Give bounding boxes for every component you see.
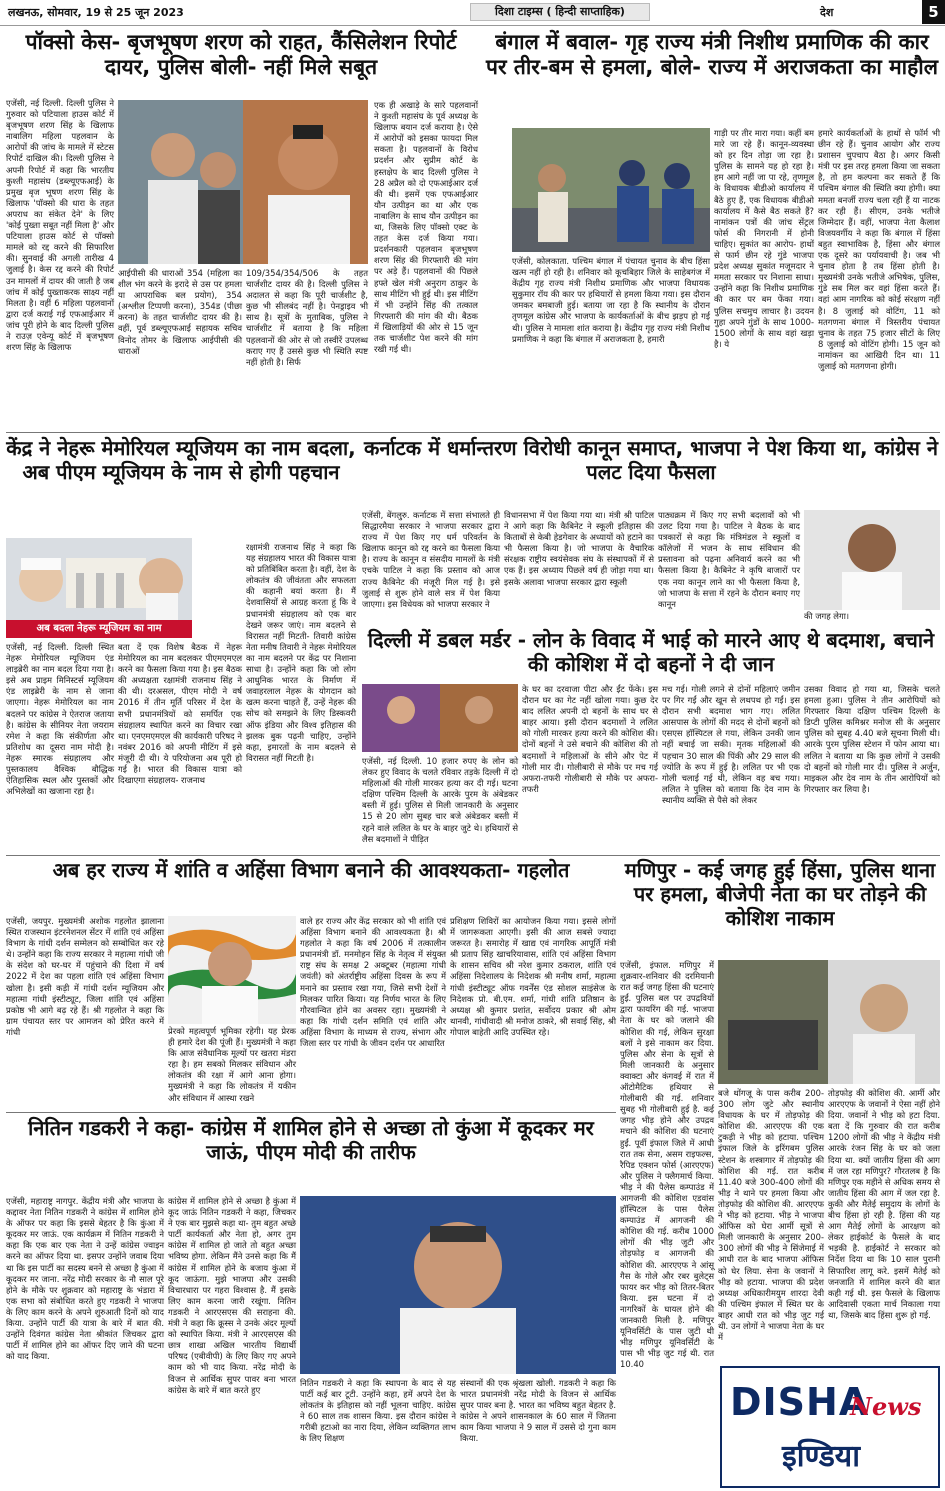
story4-col2: विधानसभा में पेश किया गया था। मंत्री श्री पाटिल ने आगे कहा कि कैबिनेट ने स्कूली इतिहास की किताबों से केबी हेडगेवार के अध्यायों को हटाने का भी फैसला किया है। जो भाजपा के वैचारिक संरक्षक राष्ट्रीय स्वयंसेवक संघ के संस्थापकों में से एक हैं। इस अध्याय पिछले वर्ष ही जोड़ा गया था। इसके अलावा भाजपा सरकार द्वारा स्कूली bbox=[504, 510, 654, 587]
story3-col2: बता दें एक विशेष बैठक में नेहरू मेमोरियल का नाम बदलकर पीएमएमएल करने का फैसला किया गया है। इस बैठक की अध्यक्षता रक्षामंत्री राजनाथ सिंह ने की थी। दरअसल, पीएम मोदी ने वर्ष 2016 में तीन मूर्ति परिसर में देश के सभी प्रधानमंत्रियों को समर्पित एक संग्रहालय स्थापित करने का विचार रखा था। एनएमएमएल की कार्यकारी परिषद ने नवंबर 2016 को अपनी मीटिंग में इसे मंजूरी दी थी। ये परियोजना अब पूरी हो गई है। भारत की विकास यात्रा को दिखाएगा संग्रहालय- राजनाथ bbox=[118, 642, 242, 786]
story7-photo bbox=[718, 960, 940, 1084]
story8-photo bbox=[300, 1196, 616, 1374]
wrestlers-photo-icon bbox=[118, 100, 368, 264]
story7-col3: तोड़फोड़ की कोशिश की. आर्मी और आरएएफ के जवानों ने ऐसा नहीं होने दिया. जवानों ने भीड़ को हटा दिया. बता दें कि गुरुवार की रात करीब 1200 लोगों की भीड़ ने केंद्रीय मंत्री आरके रंजन सिंह के घर को जला दिया था. क्यों जातीय हिंसा की आग में जल रहा मणिपुर? गौरतलब है कि मणिपुर एक महीने से अधिक समय से जातीय हिंसा की आग में जल रहा है. कुकी और मैतेई समुदाय के लोगों के बीच हिंसा हो रही है. हिंसा की यह आग मैतेई लोगों के आरक्षण को लेकर हाईकोर्ट के फैसले के बाद भड़की है. हाईकोर्ट ने सरकार को निर्देश दिया था कि 10 साल पुरानी सिफारिश लागू करे. इसमें मैतेई को जनजाति में शामिल करने की बात कही गई थी. इस फैसले के खिलाफ आदिवासी एकता मार्च निकाला गया था, जिसके बाद हिंसा शुरू हो गई. bbox=[828, 1088, 940, 1320]
story2-photo bbox=[512, 128, 710, 252]
ad-brand-main: DISHA bbox=[730, 1380, 870, 1424]
story5-photo bbox=[362, 684, 518, 752]
story8-col1: एजेंसी, महाराष्ट्र नागपुर. केंद्रीय मंत्री और भाजपा के कद्दावर नेता नितिन गडकरी ने कांग्रेस में शामिल होने के ऑफर पर कहा कि इससे बेहतर है कि कुंआ में कूदकर मर जाऊं. एक कार्यक्रम में नितिन गडकरी ने कहा कि एक बार एक नेता ने उन्हें कांग्रेस ज्वाइन करने का ऑफर दिया था. इसपर उन्होंने जवाब दिया था कि इस पार्टी का सदस्य बनने से अच्छा है कुंआ में कूदकर मर जाना. नरेंद्र मोदी सरकार के नौ साल पूरे होने के मौके पर शुक्रवार को महाराष्ट्र के भंडारा में एक सभा को संबोधित करते हुए गडकरी ने भाजपा के लिए काम करने के अपने शुरुआती दिनों को याद किया. उन्होंने पार्टी की यात्रा के बारे में बात की. उन्होंने दिवंगत कांग्रेस नेता श्रीकांत जिचकर द्वारा पार्टी में शामिल होने का ऑफर दिए जाने की घटना को याद किया. bbox=[6, 1196, 164, 1362]
story1-col1: एजेंसी, नई दिल्ली. दिल्ली पुलिस ने गुरुवार को पटियाला हाउस कोर्ट में बृजभूषण शरण सिंह के खिलाफ नाबालिग महिला पहलवान के आरोपों की जांच के मामले में स्टेटस रिपोर्ट दाखिल की। दिल्ली पुलिस ने अपनी रिपोर्ट में कहा कि भारतीय कुश्ती महासंघ (डब्ल्यूएफआई) के प्रमुख बृज भूषण शरण सिंह के खिलाफ 'पॉक्सो की धारा के तहत अपराध का संकेत देने' के लिए 'कोई पुख्ता सबूत नहीं मिला है' और पटियाला हाउस कोर्ट से पॉक्सो मामले को रद्द करने की सिफारिश की। सुनवाई की अगली तारीख 4 जुलाई है। केस रद्द करने की रिपोर्ट उन मामलों में दायर की जाती है जब जांच में कोई पुख्ताकरक साक्ष्य नहीं मिलता है। वहीं 6 महिला पहलवानों द्वारा दर्ज कराई गई एफआईआर में जांच पूरी होने के बाद दिल्ली पुलिस ने राउज़ एवेन्यू कोर्ट में बृजभूषण शरण सिंह के खिलाफ bbox=[6, 98, 114, 353]
disha-news-ad bbox=[720, 1366, 940, 1488]
story1-headline: पॉक्सो केस- बृजभूषण शरण को राहत, कैंसिलेशन रिपोर्ट दायर, पुलिस बोली- नहीं मिले सबूत bbox=[25, 30, 457, 80]
police-crowd-photo-icon bbox=[512, 128, 710, 252]
story4-caption: की जगह लेगा। bbox=[804, 611, 850, 621]
story1-col2: आईपीसी की धाराओं 354 (महिला का शील भंग करने के इरादे से उस पर हमला या आपराधिक बल प्रयोग), 354 (अश्लील टिप्पणी करना), 354ड (पीछा करना) के तहत चार्जशीट दायर की है। वहीं, पूर्व डब्ल्यूएफआई सहायक सचिव विनोद तोमर के खिलाफ आईपीसी की धाराओं bbox=[118, 268, 242, 356]
story6-col2: प्रेरको महत्वपूर्ण भूमिका रहेगी। यह प्रेरक ही हमारे देश की पूंजी हैं। मुख्यमंत्री ने कहा कि आज संवैधानिक मूल्यों पर खतरा मंडरा रहा है। हम सबको मिलकर संविधान और लोकतंत्र की रक्षा में आगे आना होगा। मुख्यमंत्री ने कहा कि लोकतंत्र में यकीन और संविधान में आस्था रखने bbox=[168, 1026, 296, 1103]
story5-col2: के घर का दरवाजा पीटा और ईंट फेंके। इस दौरान घर का गेट नहीं खोला गया। कुछ देर बाद ललित अपनी दो बहनों के साथ घर से बाहर आया। इसी दौरान बदमाशों ने ललित को गोली मारकर हत्या करने की कोशिश की। दोनों बहनों ने उसे बचाने की कोशिश की तो बदमाशों ने महिलाओं के सीने और पेट में गोली मार दी। गोलीबारी से मौके पर मच गई अफरा-तफरी गोलीबारी से मौके पर अफरा-तफरी bbox=[522, 684, 658, 794]
story8-col3: नितिन गडकरी ने कहा कि स्थापना के बाद से यह पार्टी कई बार टूटी. उन्होंने कहा, हमें अपने देश के लोकतंत्र के इतिहास को नहीं भूलना चाहिए. कांग्रेस ने 60 साल तक शासन किया. इस दौरान कांग्रेस ने गरीबी हटाओ का नारा दिया, लेकिन व्यक्तिगत लाभ के लिए शिक्षण bbox=[300, 1378, 456, 1444]
story7-col1: एजेंसी, इंफाल. मणिपुर में शुक्रवार-शनिवार की दरमियानी रात कई जगह हिंसा की घटनाएं हुईं. पुलिस बल पर उपद्रवियों द्वारा फायरिंग की गई. भाजपा नेता के घर को जलाने की कोशिश की गई, लेकिन सुरक्षा बलों ने इसे नाकाम कर दिया. पुलिस और सेना के सूत्रों से मिली जानकारी के अनुसार क्वाक्टा और कंगवई में रात में ऑटोमैटिक हथियार से गोलीबारी की गई. शनिवार सुबह भी गोलीबारी हुई है. कई जगह भीड़ होने और उपद्रव मचाने की कोशिश की घटनाएं हुईं. पूर्वी इंफाल जिले में आधी रात तक सेना, असम राइफल्स, रैपिड एक्शन फोर्स (आरएएफ) और पुलिस ने फ्लैगमार्च किया. भीड़ ने की पैलेस कम्पाउंड में आगजनी की कोशिश एडवांस हॉस्पिटल के पास पैलेस कम्पाउंड में आगजनी की कोशिश की गई. करीब 1000 लोगों की भीड़ जुटी और तोड़फोड़ व आगजनी की कोशिश की. आरएएफ ने आंसू गैस के गोले और रबर बुलेट्स फायर कर भीड़ को तितर-बितर किया. इस घटना में दो नागरिकों के घायल होने की जानकारी मिली है. मणिपुर यूनिवर्सिटी के पास जुटी थी भीड़ मणिपुर यूनिवर्सिटी के पास भी भीड़ जुट गई थी. रात 10.40 bbox=[620, 960, 714, 1370]
cm-portrait-icon bbox=[804, 510, 940, 610]
gadkari-portrait-icon bbox=[300, 1196, 616, 1374]
divider bbox=[6, 432, 940, 433]
story5-col1: एजेंसी, नई दिल्ली. 10 हजार रुपए के लोन को लेकर हुए विवाद के चलते रविवार तड़के दिल्ली में दो महिलाओं की गोली मारकर हत्या कर दी गई। घटना दक्षिण पश्चिम दिल्ली के आरके पुरम के अंबेडकर बस्ती में हुई। पुलिस से मिली जानकारी के अनुसार 15 से 20 लोग सुबह चार बजे अंबेडकर बस्ती में रहने वाले ललित के घर के बाहर जुटे थे। हथियारों से लैस बदमाशों ने पीड़ित bbox=[362, 756, 518, 844]
story6-photo bbox=[168, 916, 296, 1024]
divider bbox=[6, 855, 940, 856]
story2-col1: एजेंसी, कोलकाता. पश्चिम बंगाल में पंचायत चुनाव के बीच हिंसा खत्म नहीं हो रही है। शनिवार को कूचबिहार जिले के साहेबगंज में केंद्रीय गृह राज्य मंत्री निशीथ प्रमाणिक और भाजपा विधायक सुकुमार रॉय की कार पर हथियारों से हमला किया गया। इस दौरान जमकर बमबाजी हुई। बताया जा रहा है कि स्थानीय के दौरान तृणमूल कांग्रेस और भाजपा के कार्यकर्ताओं के बीच झड़प हो गई थी। पुलिस ने मामला शांत कराया है। केंद्रीय गृह राज्य मंत्री निशीथ प्रमाणिक ने कहा कि बंगाल में अराजकता है, हमारी bbox=[512, 256, 710, 344]
story5-headline: दिल्ली में डबल मर्डर - लोन के विवाद में भाई को मारने आए थे बदमाश, बचाने की कोशिश में दो बहनों ने दी जान bbox=[367, 628, 935, 676]
story2-headline: बंगाल में बवाल- गृह राज्य मंत्री निशीथ प्रमाणिक की कार पर तीर-बम से हमला, बोले- राज्य में अराजकता का माहौल bbox=[486, 30, 938, 80]
story6-col3: वाले हर राज्य और केंद्र सरकार को भी शांति एवं अहिंसा विभाग बनाने की आवश्यकता है। श्री गहलोत ने कहा कि वर्ष 2006 में तत्कालीन प्रधानमंत्री डॉ. मनमोहन सिंह के नेतृत्व में संयुक्त राष्ट्र संघ के समक्ष 2 अक्टूबर (महात्मा गांधी जयंती) को अंतर्राष्ट्रीय अहिंसा दिवस के रूप में मनाने का प्रस्ताव रखा गया, जिसे सभी देशों ने मिलकर पारित किया। यह निर्णय भारत के लिए गौरवान्वित होने का अवसर रहा। मुख्यमंत्री ने कहा कि गांधी दर्शन समिति एवं शांति और अहिंसा विभाग के माध्यम से राज्य, संभाग और जिला स्तर पर गांधी के जीवन दर्शन पर आधारित bbox=[300, 916, 446, 1049]
story3-banner: अब बदला नेहरू म्यूजियम का नाम bbox=[6, 620, 192, 638]
ad-brand-sub: इण्डिया bbox=[782, 1439, 860, 1474]
story3-headline: केंद्र ने नेहरू मेमोरियल म्यूजियम का नाम बदला, अब पीएम म्यूजियम के नाम से होगी पहचान bbox=[6, 436, 356, 484]
victims-photo-icon bbox=[362, 684, 518, 752]
story1-photo bbox=[118, 100, 368, 264]
story2-col2: गाड़ी पर तीर मारा गया। कहीं बम मारे जा रहे हैं। कानून-व्यवस्था को हर दिन तोड़ा जा रहा है। पुलिस के सामने यह हो रहा है। हम आगे नहीं जा पा रहे, तृणमूल के विधायक बीडीओ कार्यालय में बैठे हुए हैं, एक विधायक बीडीओ कार्यालय में कैसे बैठ सकते हैं? नामांकन पत्रों की जांच सेंट्रल फोर्स की निगरानी में होनी चाहिए। सुकांत का आरोप- हाथों से फार्म छीन रहे गुंडे भाजपा प्रदेश अध्यक्ष सुकांत मजूमदार ने ममता सरकार पर निशाना साधा। उन्होंने कहा कि निशीथ प्रमाणिक की कार पर बम फेंका गया। पुलिस सचमुच लाचार है। उदयन गुहा अपने गुंडों के साथ 1000-1500 लोगों के साथ वहां खड़ा है। ये bbox=[714, 128, 814, 349]
story6-col4: प्रशिक्षण शिविरों का आयोजन किया गया। इससे लोगों में जागरूकता आएगी। इसी की आज सबसे ज्यादा जरूरत है। समारोह में खाद्य एवं नागरिक आपूर्ति मंत्री श्री प्रताप सिंह खाचरियावास, शांति एवं अहिंसा विभाग के शासन सचिव श्री नरेश कुमार ठकराल, शांति एवं अहिंसा निदेशालय के निदेशक श्री मनीष शर्मा, महात्मा गांधी इंस्टीट्यूट ऑफ गवर्नेंस एंड सोशल साइंसेज के निदेशक प्रो. बी.एम. शर्मा, गांधी शांति प्रतिष्ठान के अध्यक्ष श्री कुमार प्रशांत, सर्वोदय प्रकार श्री ओम थानवी, गांधीवादी श्री मनोज ठाकरे, श्री सवाई सिंह, श्री गोपाल बाहेती आदि उपस्थित रहे। bbox=[450, 916, 616, 1037]
issue-date: लखनऊ, सोमवार, 19 से 25 जून 2023 bbox=[8, 6, 184, 19]
paper-name: दिशा टाइम्स ( हिन्दी साप्ताहिक) bbox=[470, 3, 650, 21]
story2-col3: हमारे कार्यकर्ताओं के हाथों से फॉर्म भी छीन रहे हैं। चुनाव आयोग और राज्य प्रशासन चुपचाप बैठा है। अगर किसी मंत्री पर इस तरह हमला किया जा सकता है, तो हम कल्पना कर सकते हैं कि पश्चिम बंगाल की स्थिति क्या होगी। क्या ममता बनर्जी राज्य चला रही हैं या नाटक कर रही हैं। सीएम, उनके भतीजे जिम्मेदार हैं। वहीं, भाजपा नेता कैलाश विजयवर्गीय ने कहा कि बंगाल में हिंसा बहुत स्वाभाविक है, हिंसा और बंगाल एक दूसरे का पर्यायवाची है। जब भी चुनाव होता है तब हिंसा होती है। मुख्यमंत्री उनके भतीजे अभिषेक, पुलिस, गुंडे सब मिल कर वहां हिंसा करते हैं। वहां आम नागरिक को कोई संरक्षण नहीं है। 8 जुलाई को वोटिंग, 11 को मतगणना बंगाल में त्रिस्तरीय पंचायत चुनाव के तहत 75 हजार सीटों के लिए 8 जुलाई को वोटिंग होगी। 15 जून को नामांकन का आखिरी दिन था। 11 जुलाई को मतगणना होगी। bbox=[818, 128, 940, 371]
page-number: 5 bbox=[922, 0, 945, 24]
story7-col2: बजे थोंगजू के पास करीब 200-300 लोग जुटे और स्थानीय विधायक के घर में तोड़फोड़ की कोशिश की. आरएएफ की एक टुकड़ी ने भीड़ को हटाया. पश्चिम इंफाल जिले के इरिंगबम पुलिस स्टेशन के शस्त्रागार में तोड़फोड़ की कोशिश की गई. रात करीब 11.40 बजे 300-400 लोगों की भीड़ ने थाने पर हमला किया और तोड़फोड़ की कोशिश की. आरएएफ ने भीड़ को हटाया. भीड़ ने भाजपा ऑफिस को घेरा आर्मी सूत्रों से मिली जानकारी के अनुसार 200-300 लोगों की भीड़ ने सिंजेमाई में आधी रात के बाद भाजपा ऑफिस को घेर लिया. सेना के जवानों ने भीड़ को हटाया. भाजपा की प्रदेश अध्यक्ष अधिकारीमयुम शारदा देवी की पश्चिम इंफाल में स्थित घर के बाहर आधी रात को भीड़ जुट गई थी. उन लोगों ने भाजपा नेता के घर में bbox=[718, 1088, 824, 1343]
story7-headline: मणिपुर - कई जगह हुई हिंसा, पुलिस थाना पर हमला, बीजेपी नेता का घर तोड़ने की कोशिश नाकाम bbox=[624, 858, 936, 930]
story8-headline: नितिन गडकरी ने कहा- कांग्रेस में शामिल होने से अच्छा तो कुंआ में कूदकर मर जाऊं, पीएम मोदी की तारीफ bbox=[28, 1116, 594, 1164]
section-name: देश bbox=[820, 6, 834, 19]
story6-headline: अब हर राज्य में शांति व अहिंसा विभाग बनाने की आवश्यकता- गहलोत bbox=[52, 858, 570, 882]
story1-col4: एक ही अखाड़े के सारे पहलवानों ने कुश्ती महासंघ के पूर्व अध्यक्ष के खिलाफ बयान दर्ज कराया है। ऐसे में आरोपों को इसका फायदा मिल सकता है। पहलवानों के विरोध प्रदर्शन और सुप्रीम कोर्ट के हस्तक्षेप के बाद दिल्ली पुलिस ने 28 अप्रैल को दो एफआईआर दर्ज की थी। इसमें एक एफआईआर यौन उत्पीड़न का था और एक नाबालिग के साथ यौन उत्पीड़न का था, जिसके लिए पॉक्सो एक्ट के तहत केस दर्ज किया गया। प्रदर्शनकारी पहलवान बृजभूषण शरण सिंह की गिरफ्तारी की मांग पर अड़े हैं। पहलवानों की पिछले हफ्ते खेल मंत्री अनुराग ठाकुर के साथ मीटिंग भी हुई थी। इस मीटिंग में भी उन्होंने सिंह की तत्काल गिरफ्तारी की मांग की थी। बैठक में खिलाड़ियों की ओर से 15 जून तक चार्जशीट पेश करने की मांग रखी गई थी। bbox=[374, 100, 478, 355]
gehlot-portrait-icon bbox=[168, 916, 296, 1024]
story8-col2: कांग्रेस में शामिल होने से अच्छा है कुंआ में कूद जाऊं नितिन गडकरी ने कहा, जिचकर ने एक बार मुझसे कहा था- तुम बहुत अच्छे पार्टी कार्यकर्ता और नेता हो, अगर तुम कांग्रेस में शामिल हो जाते तो बहुत अच्छा भविष्य होगा. लेकिन मैंने उनसे कहा कि मैं कांग्रेस में शामिल होने के बजाय कुंआ में कूद जाऊंगा. मुझे भाजपा और उसकी विचारधारा पर गहरा विश्वास है. मैं इसके लिए काम करना जारी रखूंगा. नितिन गडकरी ने आरएसएस की सराहना की. मंत्री ने कहा कि क्रूस्स ने उनके अंदर मूल्यों को स्थापित किया. मंत्री ने आरएसएस की छात्र शाखा अखिल भारतीय विद्यार्थी परिषद (एबीवीपी) के लिए किए गए अपने काम को भी याद किया. नरेंद्र मोदी के विजन से आर्थिक सुपर पावर बना भारत कांग्रेस के बारे में बात करते हुए bbox=[168, 1196, 296, 1395]
manipur-leader-photo-icon bbox=[718, 960, 940, 1084]
divider bbox=[6, 1112, 616, 1113]
story4-col3: पाठ्यक्रम में किए गए सभी बदलावों को भी उलट दिया गया है। पाटिल ने बैठक के बाद पत्रकारों से कहा कि मंत्रिमंडल ने स्कूलों व कॉलेजों में भजन के साथ संविधान की प्रस्तावना को पढ़ना अनिवार्य करने का भी फैसला किया है। कैबिनेट ने कृषि बाजारों पर एक नया कानून लाने का भी फैसला किया है, जो भाजपा के सत्ता में रहने के दौरान बनाए गए कानून bbox=[658, 510, 800, 609]
story5-col4: उसका विवाद हो गया था, जिसके चलते हमला हुआ। पुलिस ने तीन आरोपियों को गिरफ्तार किया दक्षिण पश्चिम दिल्ली के डिप्टी पुलिस कमिश्नर मनोज सी के अनुसार पुलिस को सुबह 4.40 बजे सूचना मिली थी। आरके पुरम पुलिस स्टेशन में फोन आया था। ललित ने बताया था कि कुछ लोगों ने उसकी दो बहनों को गोली मार दी। पुलिस ने अर्जुन, माइकल और देव नाम के तीन आरोपियों को गिरफ्तार कर लिया है। bbox=[804, 684, 940, 794]
story5-col3: मच गई। गोली लगने से दोनों महिलाएं जमीन पर गिर गईं और खून से लथपथ हो गईं। इस दौरान सभी बदमाश भाग गए। ललित आसपास के लोगों की मदद से दोनों बहनों को एसएस हॉस्पिटल ले गया, लेकिन उनकी जान नहीं बचाई जा सकी। मृतक महिलाओं की पहचान 30 साल की पिंकी और 29 साल की ज्योति के रूप में हुई है। ललित पर भी एक गोली चलाई गई थी, लेकिन वह बच गया। ललित ने पुलिस को बताया कि देव नाम के स्थानीय व्यक्ति से पैसे को लेकर bbox=[662, 684, 800, 805]
story4-headline: कर्नाटक में धर्मान्तरण विरोधी कानून समाप्त, भाजपा ने पेश किया था, कांग्रेस ने पलट दिया फैसला bbox=[364, 436, 938, 484]
story1-col3: 109/354/354/506 के तहत चार्जशीट दायर की है। दिल्ली पुलिस ने अदालत से कहा कि पूरी चार्जशीट है, कुछ भी सीलबंद नहीं है। पेनड्राइव भी साथ है। सूत्रों के मुताबिक, पुलिस ने चार्जशीट में बताया है कि महिला पहलवानों की ओर से जो तस्वीरें उपलब्ध कराए गए हैं उससे कुछ भी स्थिति स्पष्ट नहीं होती है। सिर्फ bbox=[246, 268, 368, 367]
story8-col4: संस्थानों की एक श्रृंखला खोली. गडकरी ने कहा कि भारत प्रधानमंत्री नरेंद्र मोदी के विजन से आर्थिक सुपर पावर बना है. भारत का भविष्य बहुत बेहतर है. कांग्रेस ने अपने शासनकाल के 60 साल में जितना काम किया भाजपा ने 9 साल में उससे दो गुना काम किया. bbox=[460, 1378, 616, 1444]
story3-col1: एजेंसी, नई दिल्ली. दिल्ली स्थित नेहरू मेमोरियल म्यूजियम एंड लाइब्रेरी का नाम बदल दिया गया है। इसे अब प्राइम मिनिस्टर्स म्यूजियम एंड लाइब्रेरी के नाम से जाना जाएगा। नेहरू मेमोरियल का नाम बदलने पर कांग्रेस ने ऐतराज जताया है। कांग्रेस के सीनियर नेता जयराम रमेश ने कहा कि संकीर्णता और प्रतिशोध का दूसरा नाम मोदी है। नेहरू स्मारक संग्रहालय और पुस्तकालय वैश्विक बौद्धिक ऐतिहासिक स्थल और पुस्तकों और अभिलेखों का खजाना रहा है। bbox=[6, 642, 114, 797]
story3-col3: रक्षामंत्री राजनाथ सिंह ने कहा कि यह संग्रहालय भारत की विकास यात्रा को प्रतिबिंबित करता है। वहीं, देश के लोकतंत्र की जीवंतता और सफलता की कहानी बयां करता है। मैं देशवासियों से आग्रह करता हूं कि वे प्रधानमंत्री संग्रहालय को एक बार देखने जरूर जाएं। नाम बदलने से विरासत नहीं मिटती- तिवारी कांग्रेस नेता मनीष तिवारी ने नेहरू मेमोरियल का नाम बदलने पर केंद्र पर निशाना साधा है। उन्होंने कहा कि जो लोग आधुनिक भारत के निर्माण में जवाहरलाल नेहरू के योगदान को खत्म करना चाहते हैं, उन्हें नेहरू की सोच को समझने के लिए डिस्कवरी ऑफ इंडिया और विश्व इतिहास की झलक बुक पढ़नी चाहिए, उन्होंने कहा, इमारतों के नाम बदलने से विरासत नहीं मिटती है। bbox=[246, 542, 356, 763]
ad-brand-script: News bbox=[850, 1392, 922, 1421]
story4-photo bbox=[804, 510, 940, 610]
story6-col1: एजेंसी, जयपुर. मुख्यमंत्री अशोक गहलोत झालाना स्थित राजस्थान इंटरनेशनल सेंटर में शांति एवं अहिंसा विभाग के गांधी दर्शन सम्मेलन को सम्बोधित कर रहे थे। उन्होंने कहा कि राज्य सरकार ने महात्मा गांधी जी के संदेश को घर-घर में पहुंचाने की दिशा में वर्ष 2022 में देश का पहला शांति एवं अहिंसा विभाग खोला है। इसी कड़ी में गांधी दर्शन म्यूजियम और महात्मा गांधी इंस्टीट्यूट, जिला शांति एवं अहिंसा प्रकोष्ठ भी आगे बढ़ रहे हैं। श्री गहलोत ने कहा कि ग्राम पंचायत स्तर पर आमजन को प्रेरित करने में गांधी bbox=[6, 916, 164, 1037]
story4-col1: एजेंसी, बेंगलुरु. कर्नाटक में सत्ता संभालते ही सिद्धारमैया सरकार ने भाजपा सरकार द्वारा राज्य में पेश किए गए धर्म परिवर्तन के खिलाफ कानून को रद्द करने का फैसला किया है। राज्य के कानून व संसदीय मामलों के मंत्री एचके पाटिल ने कहा कि प्रस्ताव को आज राज्य कैबिनेट की मंजूरी मिल गई है। इसे जुलाई से शुरू होने वाले सत्र में पेश किया जाएगा। इस विधेयक को भाजपा सरकार ने bbox=[362, 510, 500, 609]
